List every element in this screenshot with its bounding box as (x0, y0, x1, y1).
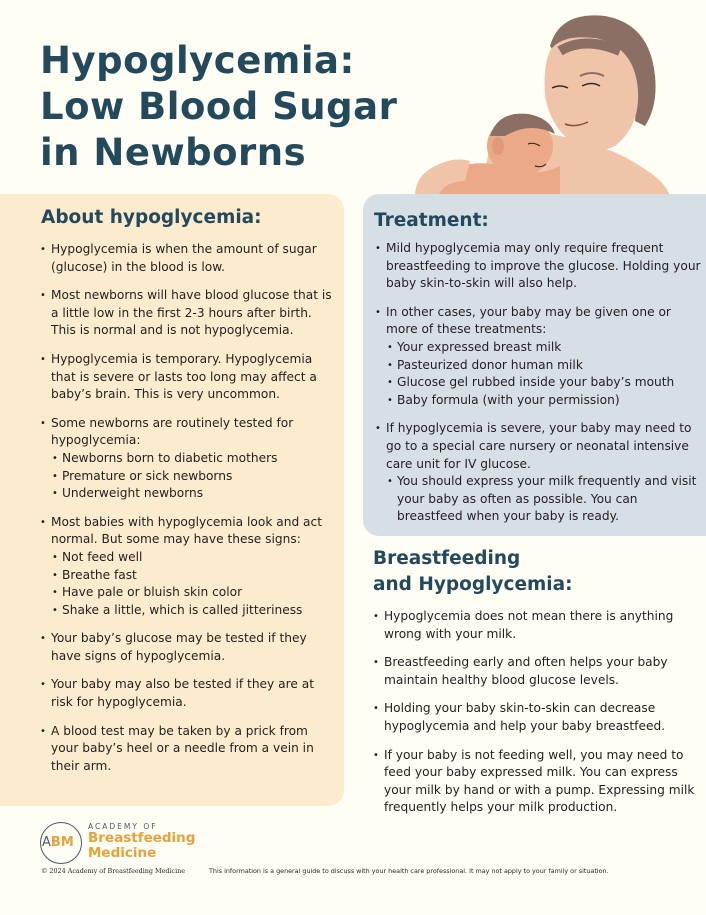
sub-list-item: • Premature or sick newborns (51, 468, 338, 486)
copyright: © 2024 Academy of Breastfeeding Medicine (41, 867, 186, 875)
sub-list-item: • Pasteurized donor human milk (386, 357, 703, 375)
breastfeeding-section (373, 546, 703, 828)
title-line-1: Hypoglycemia: (40, 39, 355, 82)
treatment-list (373, 240, 703, 537)
breastfeeding-heading-line-2: and Hypoglycemia: (373, 574, 573, 595)
about-heading: About hypoglycemia: (41, 207, 262, 228)
sub-list-item: • Newborns born to diabetic mothers (51, 450, 338, 468)
list-item: • Hypoglycemia is temporary. Hypoglycemia that is severe or lasts too long may affect a baby’s brain. This is very uncommon. (38, 351, 338, 404)
sub-list-item: • Your expressed breast milk (386, 339, 703, 357)
list-item: • Your baby may also be tested if they are at risk for hypoglycemia. (38, 676, 338, 711)
breastfeeding-heading-line-1: Breastfeeding (373, 548, 521, 569)
list-item: • If hypoglycemia is severe, your baby may need to go to a special care nursery or neonatal intensive care unit for IV glucose. • You should express your milk frequently and visit your baby as often as possible. You can breastfeed when your baby is ready. (373, 420, 703, 526)
list-item: • If your baby is not feeding well, you may need to feed your baby expressed milk. You can express your milk by hand or with a pump. Expressing milk frequently helps your milk production. (371, 747, 696, 817)
page-title (40, 38, 397, 176)
about-section (0, 194, 344, 806)
logo-name: Breastfeeding Medicine (88, 830, 196, 861)
sub-list-item: • Underweight newborns (51, 485, 338, 503)
list-item: • Hypoglycemia does not mean there is anything wrong with your milk. (371, 608, 696, 643)
breastfeeding-heading (373, 546, 703, 598)
treatment-heading: Treatment: (374, 210, 489, 231)
disclaimer: This information is a general guide to discuss with your health care professional. It may not apply to your family or situation. (209, 867, 609, 875)
logo-academy-of: ACADEMY OF (88, 822, 158, 831)
mother-baby-illustration (410, 6, 675, 196)
sub-list-item: • Not feed well (51, 549, 338, 567)
sub-list (386, 473, 703, 526)
list-item: • Hypoglycemia is when the amount of sugar (glucose) in the blood is low. (38, 241, 338, 276)
list-item: • Most newborns will have blood glucose that is a little low in the first 2-3 hours after birth. This is normal and is not hypoglycemia. (38, 287, 338, 340)
sub-list-item: • Have pale or bluish skin color (51, 584, 338, 602)
sub-list (386, 339, 703, 409)
list-item: • Holding your baby skin-to-skin can decrease hypoglycemia and help your baby breastfeed. (371, 700, 696, 735)
list-item: • A blood test may be taken by a prick from your baby’s heel or a needle from a vein in their arm. (38, 723, 338, 776)
list-item: • Breastfeeding early and often helps your baby maintain healthy blood glucose levels. (371, 654, 696, 689)
mother-face (545, 37, 639, 151)
abm-logo (40, 820, 200, 866)
list-item: • Most babies with hypoglycemia look and act normal. But some may have these signs: • Not feed well • Breathe fast • Have pale or bluish skin color • Shake a little, which is called jitteriness (38, 514, 338, 620)
breastfeeding-list (371, 608, 696, 817)
sub-list-item: • You should express your milk frequently and visit your baby as often as possible. You can breastfeed when your baby is ready. (386, 473, 703, 526)
title-line-2: Low Blood Sugar (40, 85, 398, 128)
sub-list-item: • Baby formula (with your permission) (386, 392, 703, 410)
about-list (38, 241, 338, 786)
list-item: • Some newborns are routinely tested for hypoglycemia: • Newborns born to diabetic mothers • Premature or sick newborns • Underweight newborns (38, 415, 338, 503)
logo-mark: ABM (42, 835, 74, 850)
list-item: • In other cases, your baby may be given one or more of these treatments: • Your expressed breast milk • Pasteurized donor human milk • Glucose gel rubbed inside your baby’s mouth • Baby formula (with your permission) (373, 304, 703, 410)
list-item: • Mild hypoglycemia may only require frequent breastfeeding to improve the glucose. Holding your baby skin-to-skin will also help. (373, 240, 703, 293)
sub-list (51, 450, 338, 503)
title-line-3: in Newborns (40, 131, 307, 174)
sub-list-item: • Breathe fast (51, 567, 338, 585)
list-item: • Your baby’s glucose may be tested if they have signs of hypoglycemia. (38, 630, 338, 665)
sub-list-item: • Glucose gel rubbed inside your baby’s mouth (386, 374, 703, 392)
sub-list (51, 549, 338, 619)
sub-list-item: • Shake a little, which is called jitteriness (51, 602, 338, 620)
treatment-section (363, 194, 706, 536)
